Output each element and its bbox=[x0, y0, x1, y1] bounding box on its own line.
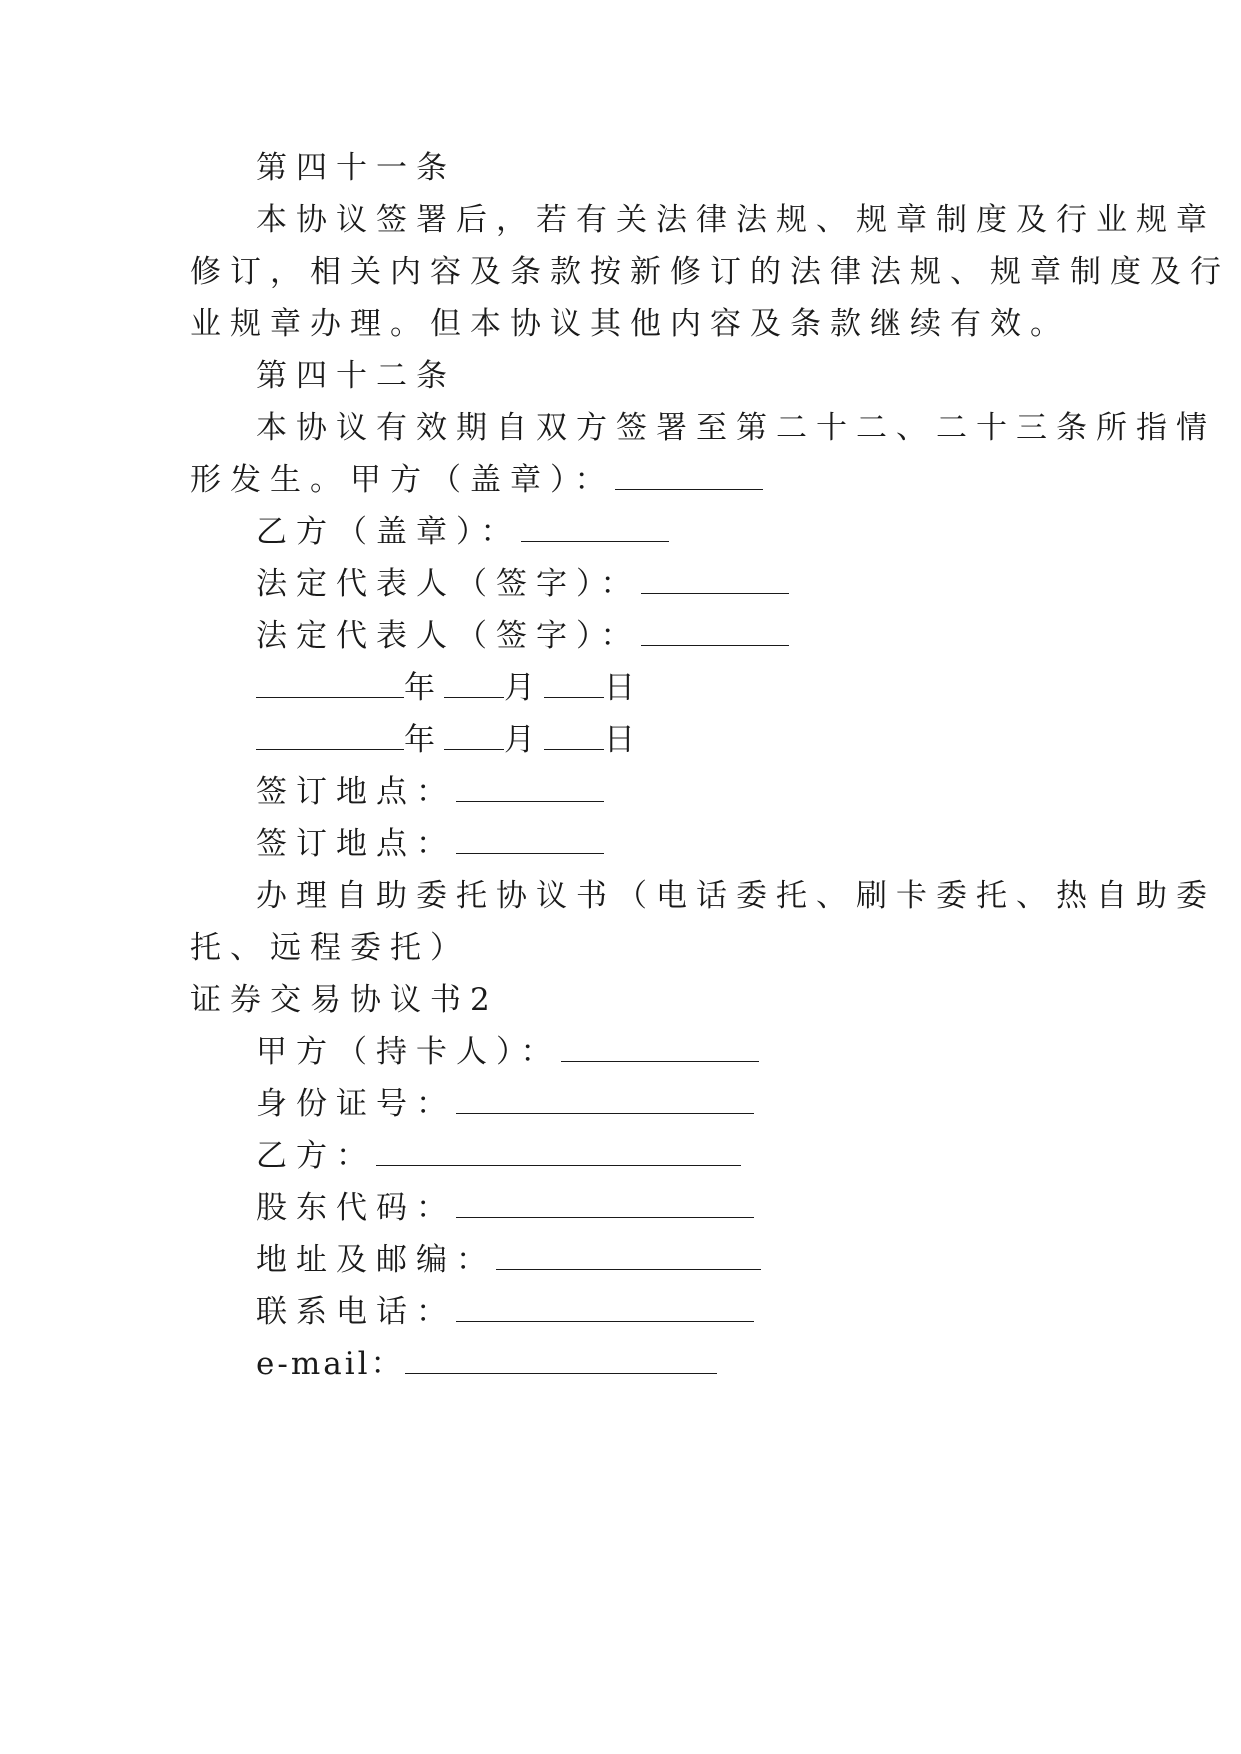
phone-field: 联系电话： bbox=[0, 1292, 1241, 1332]
legal-rep-signature-line-1: 法定代表人（签字）： bbox=[0, 564, 1241, 604]
month-blank bbox=[444, 723, 504, 750]
shareholder-code-blank bbox=[456, 1191, 754, 1218]
party-b-field: 乙方： bbox=[0, 1136, 1241, 1176]
signing-place-line-1: 签订地点： bbox=[0, 772, 1241, 812]
signing-place-line-2: 签订地点： bbox=[0, 824, 1241, 864]
cardholder-field: 甲方（持卡人）： bbox=[0, 1032, 1241, 1072]
legal-rep-signature-blank-1 bbox=[641, 567, 789, 594]
party-b-seal-line: 乙方（盖章）： bbox=[0, 512, 1241, 552]
article-41-body-line-1: 本协议签署后，若有关法律法规、规章制度及行业规章 bbox=[256, 202, 1216, 238]
article-42-heading: 第四十二条 bbox=[256, 358, 456, 394]
phone-blank bbox=[456, 1295, 754, 1322]
signing-place-blank-1 bbox=[456, 775, 604, 802]
signing-place-blank-2 bbox=[456, 827, 604, 854]
email-blank bbox=[405, 1347, 717, 1374]
date-line-2: 年 月 日 bbox=[0, 720, 1241, 760]
year-blank bbox=[256, 723, 404, 750]
section-title: 证券交易协议书2 bbox=[190, 982, 499, 1018]
self-service-title-line-1: 办理自助委托协议书（电话委托、刷卡委托、热自助委 bbox=[256, 878, 1216, 914]
legal-rep-signature-blank-2 bbox=[641, 619, 789, 646]
day-blank bbox=[544, 671, 604, 698]
article-41-body-line-3: 业规章办理。但本协议其他内容及条款继续有效。 bbox=[190, 306, 1070, 342]
day-blank bbox=[544, 723, 604, 750]
shareholder-code-field: 股东代码： bbox=[0, 1188, 1241, 1228]
address-postcode-blank bbox=[496, 1243, 761, 1270]
address-postcode-field: 地址及邮编： bbox=[0, 1240, 1241, 1280]
cardholder-blank bbox=[561, 1035, 759, 1062]
year-blank bbox=[256, 671, 404, 698]
id-number-field: 身份证号： bbox=[0, 1084, 1241, 1124]
party-a-seal-blank bbox=[615, 463, 763, 490]
party-b-seal-blank bbox=[521, 515, 669, 542]
id-number-blank bbox=[456, 1087, 754, 1114]
month-blank bbox=[444, 671, 504, 698]
date-line-1: 年 月 日 bbox=[0, 668, 1241, 708]
party-b-blank bbox=[376, 1139, 741, 1166]
article-42-body-line-1: 本协议有效期自双方签署至第二十二、二十三条所指情 bbox=[256, 410, 1216, 446]
email-field: e-mail： bbox=[0, 1344, 1241, 1384]
legal-rep-signature-line-2: 法定代表人（签字）： bbox=[0, 616, 1241, 656]
party-a-seal-line: 形发生。甲方（盖章）： bbox=[0, 460, 1241, 500]
article-41-body-line-2: 修订，相关内容及条款按新修订的法律法规、规章制度及行 bbox=[190, 254, 1230, 290]
self-service-title-line-2: 托、远程委托） bbox=[190, 930, 470, 966]
article-41-heading: 第四十一条 bbox=[256, 150, 456, 186]
